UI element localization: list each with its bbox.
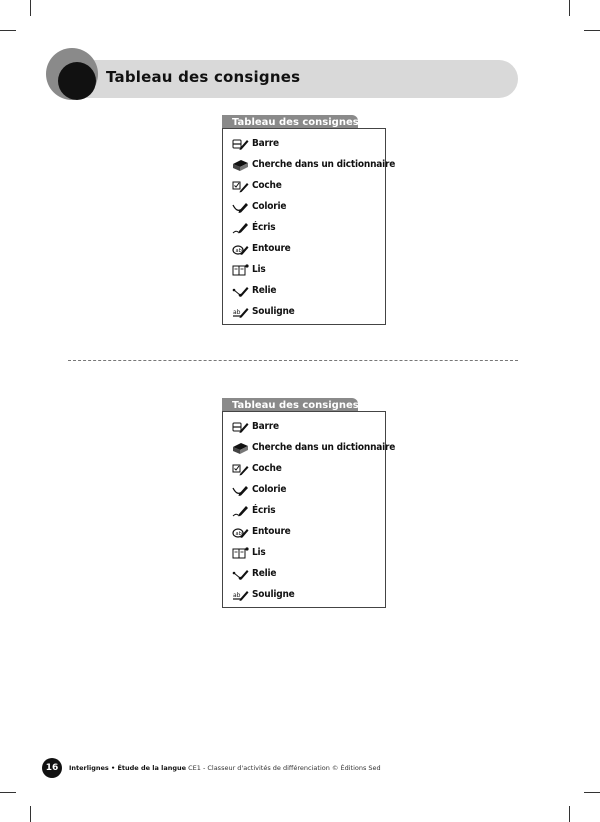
crop-mark [30, 806, 31, 822]
footer-credits: CE1 - Classeur d'activités de différenciation © Éditions Sed [188, 764, 381, 772]
list-item [232, 523, 291, 539]
page-header-banner [46, 48, 518, 100]
banner-disc-inner [58, 62, 96, 100]
book-icon [232, 157, 249, 171]
list-item [232, 135, 279, 151]
item-label: Lis [252, 263, 266, 275]
item-label: Entoure [252, 242, 291, 254]
list-item [232, 198, 286, 214]
item-label: Coche [252, 179, 282, 191]
list-item [232, 261, 266, 277]
cut-line-divider [68, 360, 518, 361]
card-tab-label: Tableau des consignes [222, 398, 358, 413]
item-label: Relie [252, 284, 277, 296]
page-footer [42, 759, 381, 777]
circle-pencil-icon [232, 241, 249, 255]
underline-pencil-icon [232, 587, 249, 601]
card-box [222, 128, 396, 325]
writing-pen-icon [232, 220, 249, 234]
item-label: Colorie [252, 483, 287, 495]
checkbox-pencil-icon [232, 178, 249, 192]
crop-mark [569, 806, 570, 822]
book-icon [232, 440, 249, 454]
item-label: Lis [252, 546, 266, 558]
crop-mark [0, 30, 16, 31]
list-item [232, 544, 266, 560]
crop-mark [30, 0, 31, 16]
svg-text:ab: ab [233, 309, 241, 316]
coloring-pencil-icon [232, 482, 249, 496]
list-item [232, 481, 286, 497]
crop-mark [569, 0, 570, 16]
item-label: Cherche dans un dictionnaire [252, 158, 396, 170]
svg-text:ab: ab [235, 531, 242, 537]
writing-pen-icon [232, 503, 249, 517]
list-item [232, 502, 275, 518]
link-pencil-icon [232, 283, 249, 297]
card-tab-label: Tableau des consignes [222, 115, 358, 130]
page-number: 16 [42, 758, 62, 778]
list-item [232, 565, 276, 581]
item-label: Écris [252, 504, 276, 516]
item-label: Écris [252, 221, 276, 233]
list-item [232, 586, 295, 602]
item-label: Cherche dans un dictionnaire [252, 441, 396, 453]
page-title: Tableau des consignes [106, 68, 301, 86]
list-item [232, 177, 282, 193]
list-item [232, 219, 275, 235]
item-label: Colorie [252, 200, 287, 212]
checkbox-pencil-icon [232, 461, 249, 475]
list-item [232, 282, 276, 298]
reading-book-icon [232, 545, 249, 559]
cross-out-pencil-icon [232, 419, 249, 433]
list-item [232, 439, 395, 455]
svg-text:ab: ab [235, 248, 242, 254]
coloring-pencil-icon [232, 199, 249, 213]
item-label: Coche [252, 462, 282, 474]
footer-title: Interlignes • Étude de la langue [69, 764, 187, 772]
item-label: Barre [252, 420, 279, 432]
svg-text:ab: ab [233, 592, 241, 599]
circle-pencil-icon [232, 524, 249, 538]
card-box [222, 411, 396, 608]
cross-out-pencil-icon [232, 136, 249, 150]
list-item [232, 240, 291, 256]
item-label: Souligne [252, 588, 295, 600]
underline-pencil-icon [232, 304, 249, 318]
item-label: Souligne [252, 305, 295, 317]
item-label: Relie [252, 567, 277, 579]
item-label: Entoure [252, 525, 291, 537]
crop-mark [0, 792, 16, 793]
list-item [232, 460, 282, 476]
crop-mark [584, 792, 600, 793]
list-item [232, 418, 279, 434]
list-item [232, 303, 295, 319]
item-label: Barre [252, 137, 279, 149]
list-item [232, 156, 395, 172]
reading-book-icon [232, 262, 249, 276]
crop-mark [584, 30, 600, 31]
link-pencil-icon [232, 566, 249, 580]
